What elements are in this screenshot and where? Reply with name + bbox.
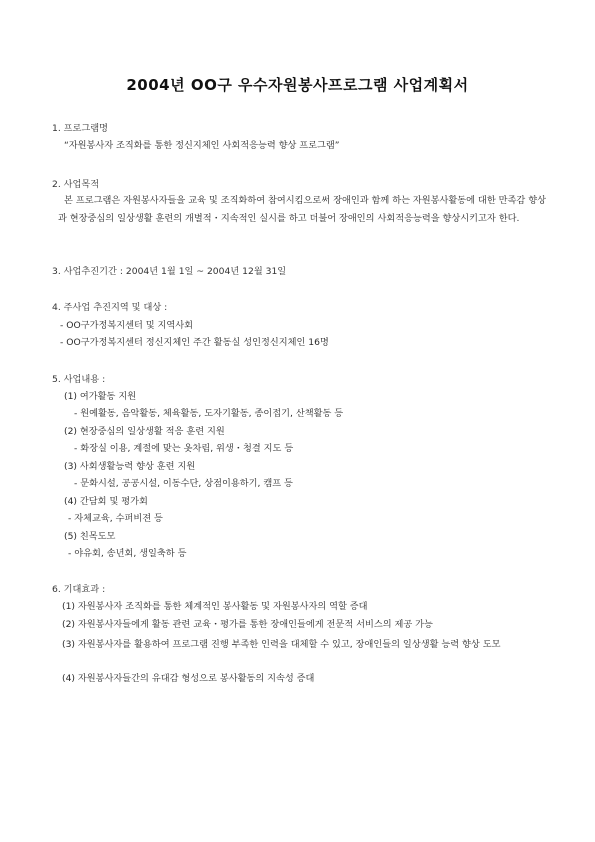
activity-label: (2) 현장중심의 일상생활 적응 훈련 지원 [64, 426, 225, 437]
section-6-heading: 6. 기대효과 : [52, 584, 106, 595]
activity-detail: - 자체교육, 수퍼비젼 등 [68, 513, 163, 524]
target-region: - OO구가정복지센터 및 지역사회 [60, 320, 194, 331]
section-5-heading: 5. 사업내용 : [52, 374, 106, 385]
activity-label: (5) 친목도모 [64, 531, 116, 542]
purpose-paragraph: 본 프로그램은 자원봉사자들을 교육 및 조직화하여 참여시킴으로써 장애인과 함께 하는 자원봉사활동에 대한 만족감 향상과 현장중심의 일상생활 훈련의 개별적・지속적인 실시를 하고 더불어 장애인의 사회적응능력을 향상시키고자 한다. [58, 195, 546, 224]
activity-detail: - 야유회, 송년회, 생일축하 등 [68, 548, 187, 559]
section-4-heading: 4. 주사업 추진지역 및 대상 : [52, 302, 168, 313]
expected-effect-text: (3) 자원봉사자를 활용하여 프로그램 진행 부족한 인력을 대체할 수 있고, 장애인들의 일상생활 능력 향상 도모 [62, 639, 501, 650]
target-group: - OO구가정복지센터 정신지체인 주간 활동실 성인정신지체인 16명 [60, 337, 329, 348]
activity-label: (1) 여가활동 지원 [64, 391, 137, 402]
activity-detail: - 화장실 이용, 계절에 맞는 옷차림, 위생・청결 지도 등 [74, 443, 294, 454]
expected-effect: (4) 자원봉사자들간의 유대감 형성으로 봉사활동의 지속성 증대 [62, 673, 315, 684]
section-2-heading: 2. 사업목적 [52, 179, 100, 190]
expected-effect: (2) 자원봉사자들에게 활동 관련 교육・평가를 통한 장애인들에게 전문적 서비스의 제공 가능 [62, 619, 433, 630]
document-title: 2004년 OO구 우수자원봉사프로그램 사업계획서 [126, 76, 469, 94]
section-3-period: 3. 사업추진기간 : 2004년 1월 1일 ~ 2004년 12월 31일 [52, 266, 287, 277]
activity-label: (4) 간담회 및 평가회 [64, 496, 148, 507]
expected-effect [62, 636, 548, 653]
program-name: “자원봉사자 조직화를 통한 정신지체인 사회적응능력 향상 프로그램” [64, 140, 340, 151]
section-1-heading: 1. 프로그램명 [52, 123, 109, 134]
activity-label: (3) 사회생활능력 향상 훈련 지원 [64, 461, 196, 472]
activity-detail: - 원예활동, 음악활동, 체육활동, 도자기활동, 종이접기, 산책활동 등 [74, 408, 344, 419]
activity-detail: - 문화시설, 공공시설, 이동수단, 상점이용하기, 캠프 등 [74, 478, 293, 489]
expected-effect: (1) 자원봉사자 조직화를 통한 체계적인 봉사활동 및 자원봉사자의 역할 증대 [62, 601, 368, 612]
